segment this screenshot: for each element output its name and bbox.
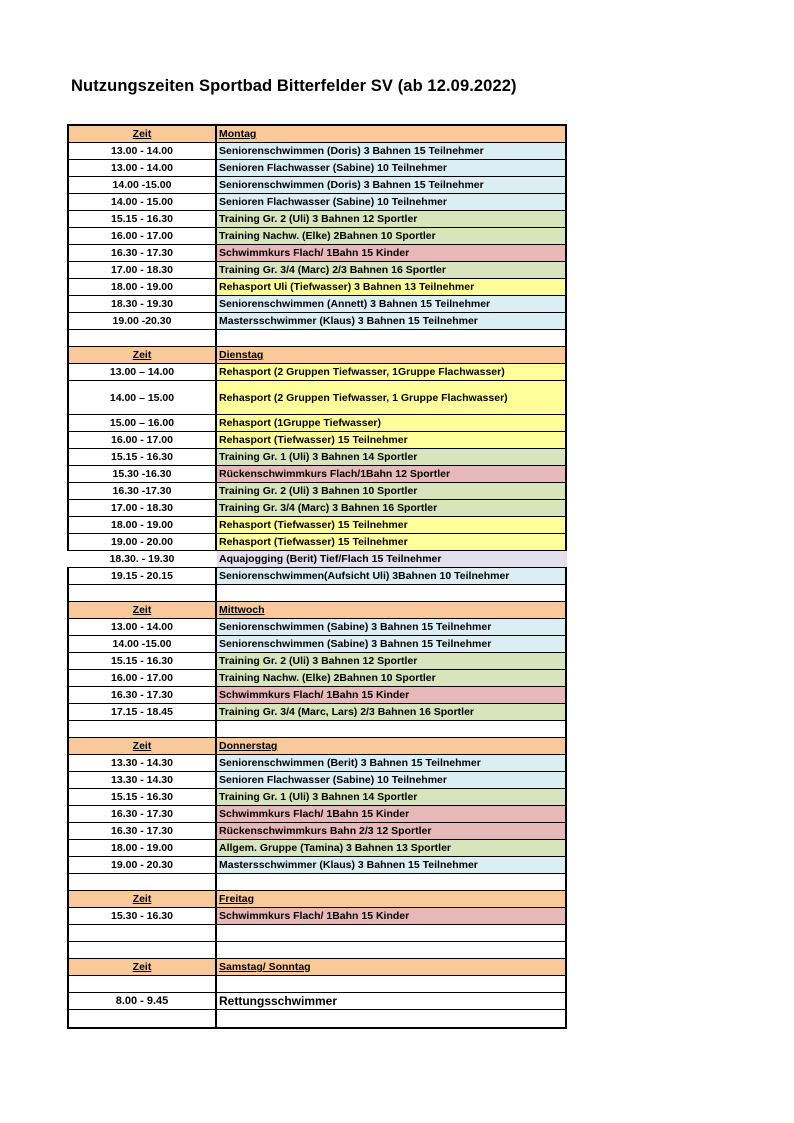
time-cell: 14.00 -15.00	[69, 177, 217, 193]
blank-row	[69, 585, 565, 602]
time-column-header: Zeit	[69, 738, 217, 754]
activity-cell: Rehasport (1Gruppe Tiefwasser)	[217, 415, 565, 431]
time-cell: 18.00 - 19.00	[69, 840, 217, 856]
day-label: Montag	[217, 126, 565, 142]
activity-cell: Rehasport (Tiefwasser) 15 Teilnehmer	[217, 432, 565, 448]
activity-cell: Schwimmkurs Flach/ 1Bahn 15 Kinder	[217, 806, 565, 822]
day-label: Mittwoch	[217, 602, 565, 618]
time-cell: 18.30 - 19.30	[69, 296, 217, 312]
activity-cell: Rehasport (2 Gruppen Tiefwasser, 1Gruppe Flachwasser)	[217, 364, 565, 380]
time-cell: 16.30 - 17.30	[69, 687, 217, 703]
time-cell: 15.00 – 16.00	[69, 415, 217, 431]
activity-cell: Senioren Flachwasser (Sabine) 10 Teilnehmer	[217, 160, 565, 176]
time-cell: 14.00 -15.00	[69, 636, 217, 652]
activity-cell	[217, 976, 565, 992]
activity-cell: Rückenschwimmkurs Bahn 2/3 12 Sportler	[217, 823, 565, 839]
schedule-row	[69, 228, 565, 245]
activity-cell: Training Gr. 3/4 (Marc) 3 Bahnen 16 Sportler	[217, 500, 565, 516]
schedule-row	[69, 381, 565, 415]
schedule-row	[69, 245, 565, 262]
activity-cell: Training Gr. 2 (Uli) 3 Bahnen 12 Sportler	[217, 211, 565, 227]
time-cell: 15.15 - 16.30	[69, 449, 217, 465]
time-cell: 19.00 - 20.00	[69, 534, 217, 550]
time-cell: 16.00 - 17.00	[69, 228, 217, 244]
blank-row	[69, 1010, 565, 1027]
time-cell: 14.00 - 15.00	[69, 194, 217, 210]
schedule-row	[69, 211, 565, 228]
activity-cell	[217, 874, 565, 890]
schedule-row	[69, 772, 565, 789]
time-cell: 16.00 - 17.00	[69, 670, 217, 686]
time-cell: 15.15 - 16.30	[69, 653, 217, 669]
schedule-row	[69, 806, 565, 823]
time-cell: 13.00 - 14.00	[69, 160, 217, 176]
activity-cell: Training Nachw. (Elke) 2Bahnen 10 Sportler	[217, 228, 565, 244]
schedule-row	[69, 483, 565, 500]
activity-cell: Mastersschwimmer (Klaus) 3 Bahnen 15 Teilnehmer	[217, 857, 565, 873]
time-column-header: Zeit	[69, 347, 217, 363]
time-cell	[69, 874, 217, 890]
time-cell	[69, 721, 217, 737]
day-header-row	[69, 347, 565, 364]
activity-cell: Seniorenschwimmen (Sabine) 3 Bahnen 15 Teilnehmer	[217, 619, 565, 635]
blank-row	[69, 874, 565, 891]
time-cell: 15.30 - 16.30	[69, 908, 217, 924]
activity-cell: Training Gr. 1 (Uli) 3 Bahnen 14 Sportler	[217, 449, 565, 465]
time-cell: 8.00 - 9.45	[69, 993, 217, 1009]
time-cell: 13.00 - 14.00	[69, 143, 217, 159]
activity-cell: Mastersschwimmer (Klaus) 3 Bahnen 15 Teilnehmer	[217, 313, 565, 329]
activity-cell: Training Gr. 2 (Uli) 3 Bahnen 12 Sportler	[217, 653, 565, 669]
schedule-row	[69, 194, 565, 211]
time-cell: 18.00 - 19.00	[69, 517, 217, 533]
activity-cell: Senioren Flachwasser (Sabine) 10 Teilnehmer	[217, 772, 565, 788]
time-cell: 13.30 - 14.30	[69, 772, 217, 788]
time-cell: 19.00 - 20.30	[69, 857, 217, 873]
time-cell: 14.00 – 15.00	[69, 381, 217, 414]
activity-cell: Training Gr. 2 (Uli) 3 Bahnen 10 Sportler	[217, 483, 565, 499]
blank-row	[69, 976, 565, 993]
day-header-row	[69, 891, 565, 908]
schedule-row	[69, 313, 565, 330]
schedule-row	[69, 840, 565, 857]
activity-cell: Seniorenschwimmen (Sabine) 3 Bahnen 15 Teilnehmer	[217, 636, 565, 652]
activity-cell: Training Nachw. (Elke) 2Bahnen 10 Sportler	[217, 670, 565, 686]
schedule-row	[69, 823, 565, 840]
time-cell: 19.00 -20.30	[69, 313, 217, 329]
time-cell: 19.15 - 20.15	[69, 568, 217, 584]
time-cell: 15.15 - 16.30	[69, 789, 217, 805]
time-cell: 18.00 - 19.00	[69, 279, 217, 295]
activity-cell: Training Gr. 3/4 (Marc) 2/3 Bahnen 16 Sportler	[217, 262, 565, 278]
time-cell: 16.30 - 17.30	[69, 245, 217, 261]
day-header-row	[69, 602, 565, 619]
activity-cell	[217, 721, 565, 737]
day-header-row	[69, 738, 565, 755]
schedule-row	[69, 364, 565, 381]
time-cell: 16.30 - 17.30	[69, 806, 217, 822]
time-cell: 18.30. - 19.30	[67, 551, 217, 567]
time-cell: 16.00 - 17.00	[69, 432, 217, 448]
schedule-row	[69, 177, 565, 194]
time-cell	[69, 942, 217, 958]
schedule-row	[69, 568, 565, 585]
schedule-row	[69, 449, 565, 466]
day-label: Samstag/ Sonntag	[217, 959, 565, 975]
blank-row	[69, 925, 565, 942]
schedule-row	[67, 551, 567, 568]
activity-cell	[217, 1010, 565, 1027]
time-column-header: Zeit	[69, 602, 217, 618]
schedule-row	[69, 466, 565, 483]
activity-cell: Schwimmkurs Flach/ 1Bahn 15 Kinder	[217, 908, 565, 924]
activity-cell: Rückenschwimmkurs Flach/1Bahn 12 Sportler	[217, 466, 565, 482]
time-cell: 16.30 -17.30	[69, 483, 217, 499]
time-cell	[69, 330, 217, 346]
time-cell: 17.15 - 18.45	[69, 704, 217, 720]
schedule-row	[69, 908, 565, 925]
day-label: Dienstag	[217, 347, 565, 363]
schedule-row	[69, 687, 565, 704]
activity-cell: Seniorenschwimmen (Doris) 3 Bahnen 15 Teilnehmer	[217, 143, 565, 159]
time-cell	[69, 976, 217, 992]
activity-cell: Schwimmkurs Flach/ 1Bahn 15 Kinder	[217, 687, 565, 703]
activity-cell: Rehasport (Tiefwasser) 15 Teilnehmer	[217, 517, 565, 533]
schedule-row	[69, 534, 565, 551]
schedule-row	[69, 789, 565, 806]
schedule-row	[69, 262, 565, 279]
activity-cell: Seniorenschwimmen (Doris) 3 Bahnen 15 Teilnehmer	[217, 177, 565, 193]
schedule-row	[69, 993, 565, 1010]
time-cell	[69, 1010, 217, 1027]
activity-cell: Rettungsschwimmer	[217, 993, 565, 1009]
blank-row	[69, 330, 565, 347]
activity-cell: Training Gr. 3/4 (Marc, Lars) 2/3 Bahnen 16 Sportler	[217, 704, 565, 720]
time-cell	[69, 925, 217, 941]
activity-cell: Rehasport (2 Gruppen Tiefwasser, 1 Gruppe Flachwasser)	[217, 381, 565, 414]
activity-cell: Rehasport (Tiefwasser) 15 Teilnehmer	[217, 534, 565, 550]
page-title: Nutzungszeiten Sportbad Bitterfelder SV (ab 12.09.2022)	[71, 77, 517, 95]
blank-row	[69, 721, 565, 738]
activity-cell	[217, 330, 565, 346]
time-cell: 17.00 - 18.30	[69, 500, 217, 516]
schedule-row	[69, 432, 565, 449]
day-label: Freitag	[217, 891, 565, 907]
schedule-row	[69, 653, 565, 670]
schedule-row	[69, 500, 565, 517]
time-column-header: Zeit	[69, 891, 217, 907]
time-cell	[69, 585, 217, 601]
time-column-header: Zeit	[69, 126, 217, 142]
activity-cell: Aquajogging (Berit) Tief/Flach 15 Teilnehmer	[217, 551, 567, 567]
time-cell: 15.15 - 16.30	[69, 211, 217, 227]
schedule-table	[67, 124, 567, 1029]
schedule-row	[69, 755, 565, 772]
day-label: Donnerstag	[217, 738, 565, 754]
day-header-row	[69, 126, 565, 143]
time-cell: 15.30 -16.30	[69, 466, 217, 482]
activity-cell: Senioren Flachwasser (Sabine) 10 Teilnehmer	[217, 194, 565, 210]
time-cell: 17.00 - 18.30	[69, 262, 217, 278]
activity-cell	[217, 925, 565, 941]
schedule-row	[69, 279, 565, 296]
time-column-header: Zeit	[69, 959, 217, 975]
schedule-row	[69, 143, 565, 160]
time-cell: 13.00 - 14.00	[69, 619, 217, 635]
schedule-row	[69, 517, 565, 534]
activity-cell: Seniorenschwimmen (Annett) 3 Bahnen 15 Teilnehmer	[217, 296, 565, 312]
activity-cell	[217, 585, 565, 601]
activity-cell: Schwimmkurs Flach/ 1Bahn 15 Kinder	[217, 245, 565, 261]
time-cell: 13.30 - 14.30	[69, 755, 217, 771]
activity-cell: Seniorenschwimmen (Berit) 3 Bahnen 15 Teilnehmer	[217, 755, 565, 771]
schedule-row	[69, 415, 565, 432]
time-cell: 13.00 – 14.00	[69, 364, 217, 380]
blank-row	[69, 942, 565, 959]
schedule-row	[69, 670, 565, 687]
day-header-row	[69, 959, 565, 976]
time-cell: 16.30 - 17.30	[69, 823, 217, 839]
schedule-row	[69, 296, 565, 313]
schedule-row	[69, 619, 565, 636]
activity-cell: Rehasport Uli (Tiefwasser) 3 Bahnen 13 Teilnehmer	[217, 279, 565, 295]
schedule-row	[69, 857, 565, 874]
activity-cell: Seniorenschwimmen(Aufsicht Uli) 3Bahnen 10 Teilnehmer	[217, 568, 565, 584]
activity-cell: Training Gr. 1 (Uli) 3 Bahnen 14 Sportler	[217, 789, 565, 805]
activity-cell: Allgem. Gruppe (Tamina) 3 Bahnen 13 Sportler	[217, 840, 565, 856]
activity-cell	[217, 942, 565, 958]
schedule-row	[69, 160, 565, 177]
schedule-row	[69, 704, 565, 721]
schedule-row	[69, 636, 565, 653]
